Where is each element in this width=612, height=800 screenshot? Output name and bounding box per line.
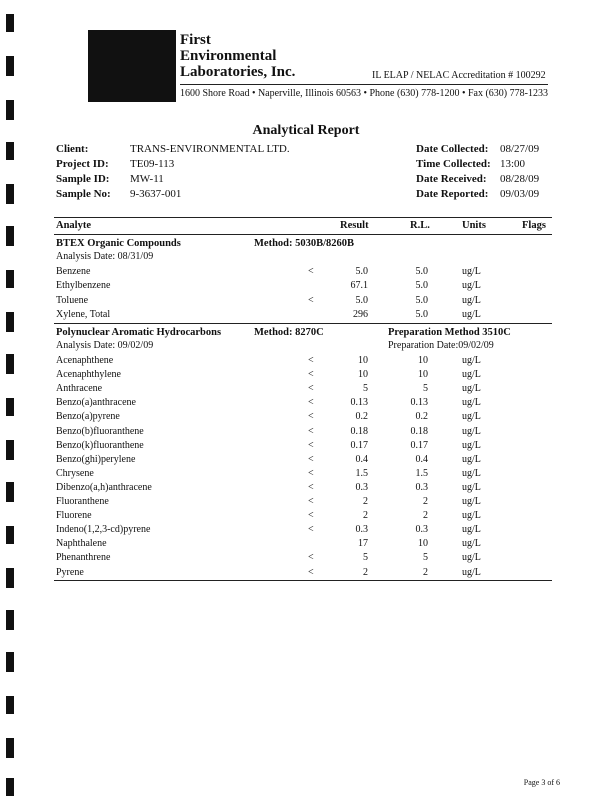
analyte-name: Benzo(k)fluoranthene: [56, 439, 144, 451]
units: ug/L: [462, 355, 481, 366]
result-value: 0.3: [355, 524, 368, 536]
page-number: Page 3 of 6: [523, 778, 560, 787]
time-collected-label: Time Collected:: [416, 158, 491, 170]
result-value: 0.18: [350, 425, 368, 437]
header-rule: [180, 84, 548, 85]
result-value: 10: [358, 355, 368, 366]
result-qualifier: <: [308, 524, 314, 536]
date-collected-value: 08/27/09: [500, 143, 540, 155]
section-method-pah: Method: 8270C: [254, 327, 324, 338]
lab-address: 1600 Shore Road • Naperville, Illinois 60563 • Phone (630) 778-1200 • Fax (630) 778-1233: [180, 88, 548, 99]
analyte-name: Naphthalene: [56, 538, 107, 550]
result-qualifier: <: [308, 496, 314, 507]
binder-mark: [6, 398, 14, 416]
analyte-name: Pyrene: [56, 566, 84, 578]
sample-id-value: MW-11: [130, 173, 164, 185]
result-value: 2: [363, 496, 368, 507]
analyte-name: Acenaphthene: [56, 355, 114, 366]
analyte-name: Benzene: [56, 266, 91, 277]
units: ug/L: [462, 411, 481, 423]
units: ug/L: [462, 369, 481, 381]
date-reported-value: 09/03/09: [500, 188, 540, 200]
reporting-limit: 0.18: [410, 425, 428, 437]
binder-mark: [6, 738, 14, 758]
binder-mark: [6, 354, 14, 374]
reporting-limit: 5.0: [415, 280, 428, 292]
binder-mark: [6, 568, 14, 588]
result-qualifier: <: [308, 294, 314, 306]
result-value: 5.0: [355, 266, 368, 277]
analyte-name: Ethylbenzene: [56, 280, 111, 292]
result-qualifier: <: [308, 481, 314, 493]
binder-mark: [6, 610, 14, 630]
accreditation: IL ELAP / NELAC Accreditation # 100292: [372, 70, 546, 81]
table-top-rule: [54, 217, 552, 218]
result-value: 5.0: [355, 294, 368, 306]
binder-mark: [6, 652, 14, 672]
reporting-limit: 0.4: [415, 453, 428, 465]
time-collected-value: 13:00: [500, 158, 526, 170]
reporting-limit: 5.0: [415, 294, 428, 306]
result-value: 5: [363, 383, 368, 395]
binder-mark: [6, 312, 14, 332]
units: ug/L: [462, 280, 481, 292]
result-value: 2: [363, 510, 368, 522]
binder-mark: [6, 526, 14, 544]
result-value: 2: [363, 566, 368, 578]
units: ug/L: [462, 496, 481, 507]
result-value: 10: [358, 369, 368, 381]
section-method-btex: Method: 5030B/8260B: [254, 238, 355, 249]
col-header-flags: Flags: [522, 220, 546, 231]
reporting-limit: 5: [423, 552, 428, 564]
analyte-name: Phenanthrene: [56, 552, 111, 564]
company-name-line1: First: [180, 32, 211, 48]
sample-no-label: Sample No:: [56, 188, 111, 200]
units: ug/L: [462, 453, 481, 465]
binder-mark: [6, 482, 14, 502]
result-qualifier: <: [308, 397, 314, 409]
result-qualifier: <: [308, 467, 314, 479]
reporting-limit: 10: [418, 369, 428, 381]
reporting-limit: 0.2: [415, 411, 428, 423]
binder-mark: [6, 270, 14, 288]
result-value: 1.5: [355, 467, 368, 479]
company-name: [180, 32, 295, 80]
binder-mark: [6, 696, 14, 714]
units: ug/L: [462, 383, 481, 395]
result-qualifier: <: [308, 510, 314, 522]
project-id-label: Project ID:: [56, 158, 109, 170]
col-header-units: Units: [462, 220, 486, 231]
company-logo: [88, 30, 176, 102]
project-id-value: TE09-113: [130, 158, 175, 170]
reporting-limit: 10: [418, 538, 428, 550]
analyte-name: Anthracene: [56, 383, 103, 395]
units: ug/L: [462, 524, 481, 536]
analyte-name: Xylene, Total: [56, 308, 111, 320]
result-value: 0.3: [355, 481, 368, 493]
reporting-limit: 5.0: [415, 266, 428, 277]
result-qualifier: <: [308, 439, 314, 451]
units: ug/L: [462, 538, 481, 550]
binder-mark: [6, 142, 14, 160]
binder-mark: [6, 440, 14, 460]
units: ug/L: [462, 566, 481, 578]
client-value: TRANS-ENVIRONMENTAL LTD.: [130, 143, 290, 155]
reporting-limit: 2: [423, 496, 428, 507]
result-qualifier: <: [308, 383, 314, 395]
analyte-name: Indeno(1,2,3-cd)pyrene: [56, 524, 151, 536]
section-title-pah: Polynuclear Aromatic Hydrocarbons: [56, 327, 222, 338]
analysis-date-btex: Analysis Date: 08/31/09: [56, 251, 154, 262]
result-qualifier: <: [308, 566, 314, 578]
reporting-limit: 10: [418, 355, 428, 366]
analyte-name: Dibenzo(a,h)anthracene: [56, 481, 152, 493]
result-value: 0.17: [350, 439, 368, 451]
section-title-btex: BTEX Organic Compounds: [56, 238, 181, 249]
binder-mark: [6, 56, 14, 76]
reporting-limit: 5: [423, 383, 428, 395]
col-header-rl: R.L.: [410, 220, 430, 231]
col-header-analyte: Analyte: [56, 220, 91, 231]
result-qualifier: <: [308, 425, 314, 437]
reporting-limit: 2: [423, 566, 428, 578]
units: ug/L: [462, 510, 481, 522]
analyte-name: Fluorene: [56, 510, 92, 522]
reporting-limit: 5.0: [415, 308, 428, 320]
analyte-name: Acenaphthylene: [56, 369, 121, 381]
date-received-value: 08/28/09: [500, 173, 540, 185]
sample-id-label: Sample ID:: [56, 173, 110, 185]
result-value: 0.2: [355, 411, 368, 423]
analyte-name: Benzo(ghi)perylene: [56, 453, 136, 465]
date-received-label: Date Received:: [416, 173, 487, 185]
result-value: 17: [358, 538, 368, 550]
result-value: 0.13: [350, 397, 368, 409]
result-qualifier: <: [308, 266, 314, 277]
analyte-name: Fluoranthene: [56, 496, 109, 507]
table-bottom-rule: [54, 580, 552, 581]
prep-date-pah: Preparation Date:09/02/09: [388, 340, 494, 351]
reporting-limit: 0.13: [410, 397, 428, 409]
result-qualifier: <: [308, 369, 314, 381]
binder-mark: [6, 14, 14, 32]
binder-mark: [6, 226, 14, 246]
units: ug/L: [462, 552, 481, 564]
result-value: 67.1: [350, 280, 368, 292]
prep-method-pah: Preparation Method 3510C: [388, 327, 511, 338]
reporting-limit: 2: [423, 510, 428, 522]
report-title: Analytical Report: [252, 123, 360, 138]
units: ug/L: [462, 481, 481, 493]
binder-mark: [6, 778, 14, 796]
date-collected-label: Date Collected:: [416, 143, 489, 155]
binder-mark: [6, 100, 14, 120]
result-value: 0.4: [355, 453, 368, 465]
reporting-limit: 0.3: [415, 524, 428, 536]
company-name-line2: Environmental: [180, 48, 277, 64]
units: ug/L: [462, 266, 481, 277]
result-value: 5: [363, 552, 368, 564]
reporting-limit: 1.5: [415, 467, 428, 479]
reporting-limit: 0.3: [415, 481, 428, 493]
binder-mark: [6, 184, 14, 204]
col-header-result: Result: [340, 220, 369, 231]
reporting-limit: 0.17: [410, 439, 428, 451]
sample-no-value: 9-3637-001: [130, 188, 182, 200]
analyte-name: Toluene: [56, 294, 89, 306]
units: ug/L: [462, 397, 481, 409]
date-reported-label: Date Reported:: [416, 188, 489, 200]
result-qualifier: <: [308, 411, 314, 423]
units: ug/L: [462, 439, 481, 451]
analyte-name: Benzo(a)pyrene: [56, 411, 120, 423]
units: ug/L: [462, 308, 481, 320]
company-name-line3: Laboratories, Inc.: [180, 64, 296, 80]
result-qualifier: <: [308, 355, 314, 366]
analysis-date-pah: Analysis Date: 09/02/09: [56, 340, 154, 351]
units: ug/L: [462, 294, 481, 306]
section-divider: [54, 323, 552, 324]
units: ug/L: [462, 425, 481, 437]
result-qualifier: <: [308, 453, 314, 465]
table-header-rule: [54, 234, 552, 235]
analyte-name: Benzo(b)fluoranthene: [56, 425, 144, 437]
client-label: Client:: [56, 143, 89, 155]
analyte-name: Benzo(a)anthracene: [56, 397, 136, 409]
analyte-name: Chrysene: [56, 467, 94, 479]
result-value: 296: [353, 308, 368, 320]
units: ug/L: [462, 467, 481, 479]
result-qualifier: <: [308, 552, 314, 564]
